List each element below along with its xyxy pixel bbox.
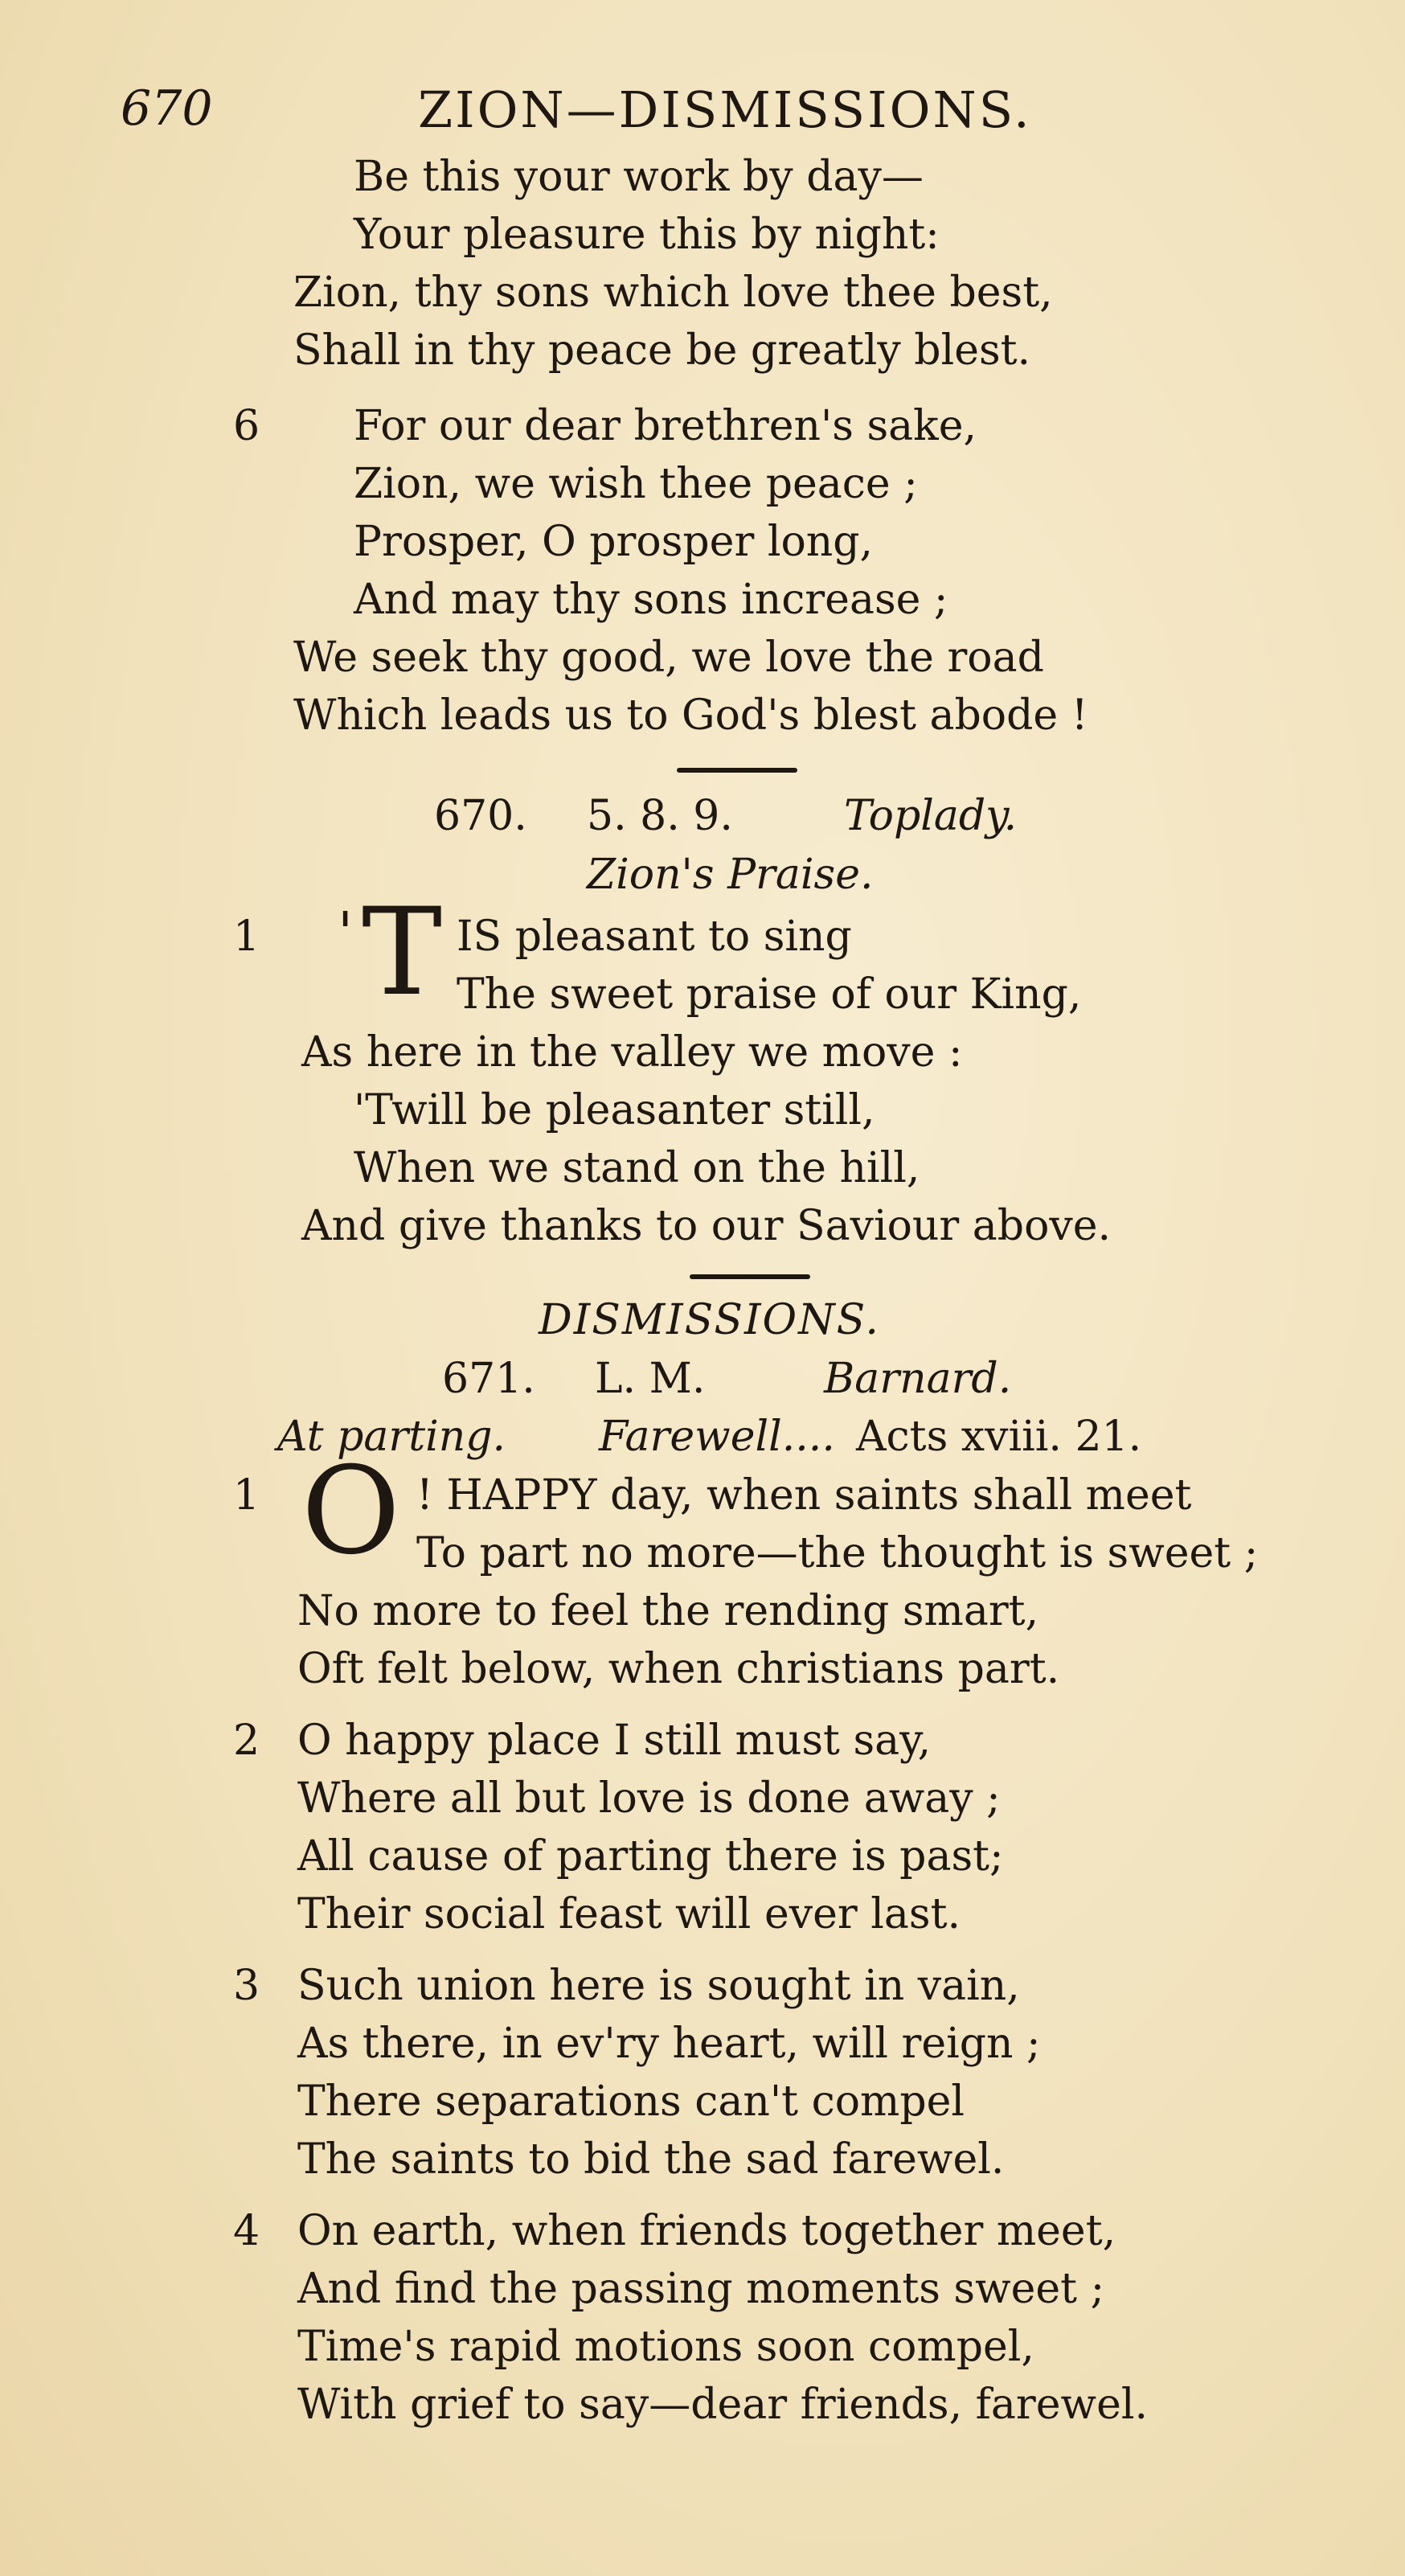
verse-line: As here in the valley we move :	[301, 1028, 963, 1077]
verse-line: We seek thy good, we love the road	[293, 634, 1044, 682]
verse-line: Which leads us to God's blest abode !	[293, 691, 1088, 740]
verse-line: Be this your work by day—	[354, 153, 924, 201]
stanza-number: 6	[233, 402, 260, 450]
verse-line: All cause of parting there is past;	[297, 1832, 1004, 1881]
verse-line: Prosper, O prosper long,	[354, 518, 874, 566]
verse-line: For our dear brethren's sake,	[354, 402, 977, 450]
verse-line: Such union here is sought in vain,	[297, 1962, 1020, 2010]
hymn-number: 670.	[434, 792, 527, 840]
section-title: DISMISSIONS.	[539, 1296, 880, 1344]
verse-line: 'Twill be pleasanter still,	[354, 1086, 875, 1134]
drop-cap-letter: T	[362, 883, 443, 1023]
hymn-author: Toplady.	[844, 792, 1018, 840]
verse-line: With grief to say—dear friends, farewel.	[297, 2381, 1149, 2429]
verse-line: The saints to bid the sad farewel.	[297, 2135, 1005, 2184]
hymn-author: Barnard.	[824, 1355, 1012, 1403]
verse-line: O happy place I still must say,	[297, 1717, 932, 1765]
stanza-number: 1	[233, 1471, 260, 1520]
scripture-reference: Acts xviii. 21.	[856, 1413, 1142, 1461]
hymn-meter: 5. 8. 9.	[587, 792, 733, 840]
hymn-subtitle-occasion: At parting.	[277, 1413, 506, 1461]
verse-line: Where all but love is done away ;	[297, 1774, 1001, 1823]
section-rule	[677, 768, 797, 773]
hymn-subtitle: Zion's Praise.	[587, 851, 874, 899]
verse-line: Their social feast will ever last.	[297, 1890, 961, 1938]
verse-line: Zion, thy sons which love thee best,	[293, 269, 1053, 317]
verse-line: ! HAPPY day, when saints shall meet	[416, 1471, 1192, 1520]
stanza-number: 1	[233, 913, 260, 961]
verse-line: And give thanks to our Saviour above.	[301, 1202, 1112, 1250]
page-number: 670	[121, 80, 213, 137]
verse-line: Shall in thy peace be greatly blest.	[293, 326, 1031, 375]
verse-line: As there, in ev'ry heart, will reign ;	[297, 2020, 1041, 2068]
verse-line: No more to feel the rending smart,	[297, 1587, 1039, 1635]
running-title: ZION—DISMISSIONS.	[418, 80, 1032, 139]
verse-line: And find the passing moments sweet ;	[297, 2265, 1105, 2313]
section-rule	[690, 1274, 810, 1279]
hymn-subtitle-farewell: Farewell....	[599, 1413, 835, 1461]
hymn-meter: L. M.	[595, 1355, 706, 1403]
verse-line: Zion, we wish thee peace ;	[354, 460, 918, 508]
verse-line: The sweet praise of our King,	[457, 970, 1082, 1019]
verse-line: On earth, when friends together meet,	[297, 2207, 1116, 2255]
verse-line: And may thy sons increase ;	[354, 576, 948, 624]
verse-line: IS pleasant to sing	[457, 913, 852, 961]
drop-cap-letter: O	[301, 1442, 400, 1581]
verse-line: Your pleasure this by night:	[354, 211, 940, 259]
verse-line: To part no more—the thought is sweet ;	[416, 1529, 1259, 1577]
verse-line: When we stand on the hill,	[354, 1144, 920, 1192]
verse-line: Time's rapid motions soon compel,	[297, 2323, 1034, 2371]
stanza-number: 4	[233, 2207, 260, 2255]
stanza-number: 3	[233, 1962, 260, 2010]
hymn-number: 671.	[442, 1355, 535, 1403]
stanza-number: 2	[233, 1717, 260, 1765]
verse-line: Oft felt below, when christians part.	[297, 1645, 1060, 1693]
drop-cap-apostrophe: '	[338, 900, 354, 966]
verse-line: There separations can't compel	[297, 2078, 965, 2126]
